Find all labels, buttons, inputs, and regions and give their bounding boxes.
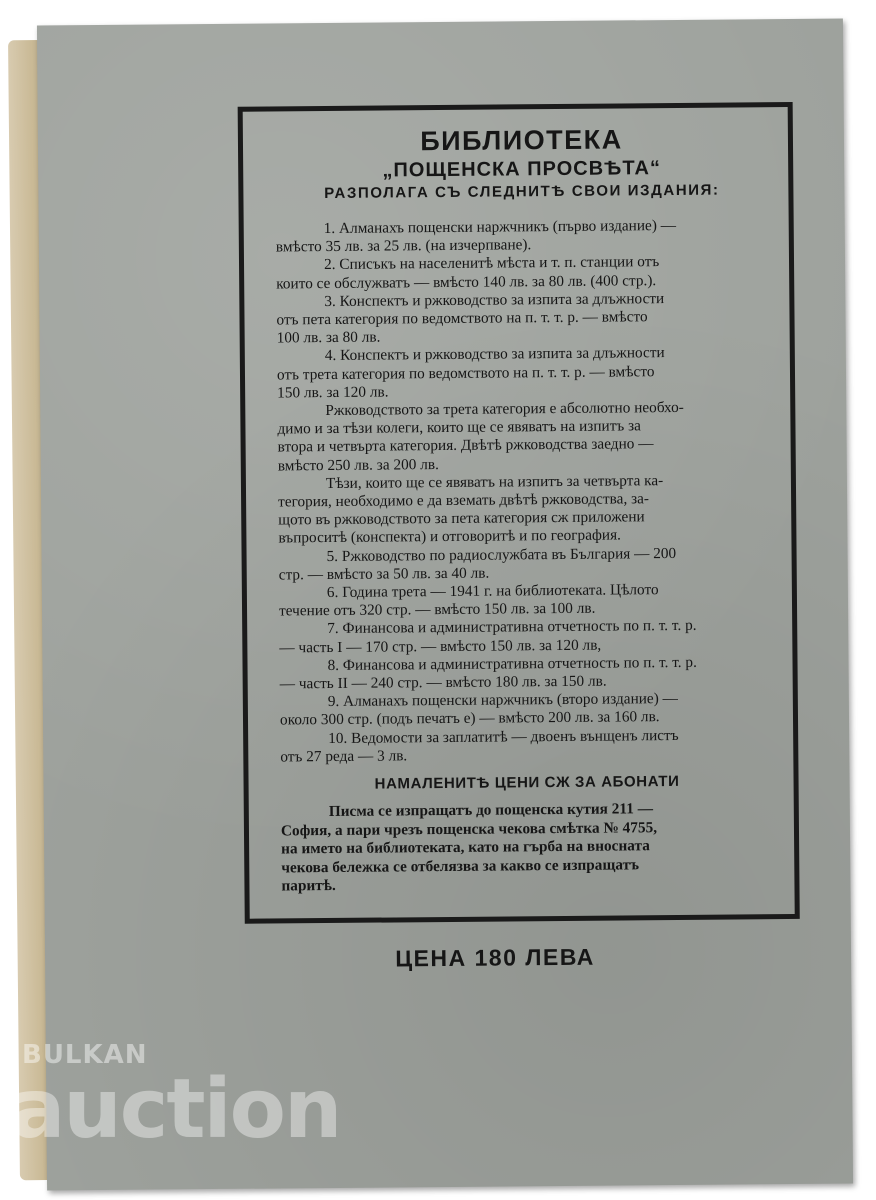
advertisement-frame <box>238 102 800 924</box>
publication-line: тегория, необходимо е да вземать двѣтѣ ржководства, за- <box>278 490 650 511</box>
publication-line: щото въ ржководството за пета категория сж приложени <box>278 508 645 529</box>
contact-info <box>281 799 775 896</box>
publication-line: 100 лв. за 80 лв. <box>276 328 381 347</box>
publication-line: стр. — вмѣсто за 50 лв. за 40 лв. <box>278 564 490 584</box>
publication-line: Тѣзи, които ще се явяватъ на изпитъ за четвърта ка- <box>325 471 664 492</box>
publication-line: отъ пета категория по ведомството на п. т. т. р. — вмѣсто <box>276 308 648 329</box>
publication-line: — часть I — 170 стр. — вмѣсто 150 лв. за 120 лв, <box>279 636 602 657</box>
publication-line: 150 лв. за 120 лв. <box>277 383 389 402</box>
watermark-small-text: BULKAN <box>22 1040 148 1070</box>
library-subtitle: РАЗПОЛАГА СЪ СЛЕДНИТѢ СВОИ ИЗДАНИЯ: <box>324 181 720 203</box>
publication-line: отъ трета категория по ведомството на п. т. т. р. — вмѣсто <box>276 362 655 384</box>
contact-line: София, а пари чрезъ пощенска чекова смѣтка № 4755, <box>280 818 658 840</box>
publication-line: — часть II — 240 стр. — вмѣсто 180 лв. за 150 лв. <box>279 672 607 693</box>
watermark-big-text: auction <box>10 1062 341 1157</box>
reduced-prices-note: НАМАЛЕНИТѢ ЦЕНИ СЖ ЗА АБОНАТИ <box>374 773 680 793</box>
publication-line: течение отъ 320 стр. — вмѣсто 150 лв. за 100 лв. <box>278 599 596 620</box>
publication-line: вмѣсто 250 лв. за 200 лв. <box>277 455 439 475</box>
publication-line: 8. Финансова и административна отчетность по п. т. т. р. <box>327 653 697 674</box>
publication-line: 5. Ржководство по радиослужбата въ България — 200 <box>326 544 677 565</box>
contact-line: Писма се изпращатъ до пощенска кутия 211 — <box>328 800 654 821</box>
contact-line: паритѣ. <box>281 877 336 895</box>
publication-line: въпроситѣ (конспекта) и отговоритѣ и по география. <box>278 526 621 547</box>
publication-line: 9. Алманахъ пощенски наржчникъ (второ издание) — <box>327 690 678 711</box>
publication-line: 3. Конспектъ и ржководство за изпита за длъжности <box>324 289 665 310</box>
publication-line: вмѣсто 35 лв. за 25 лв. (на изчерпване). <box>275 236 532 256</box>
library-name: „ПОЩЕНСКА ПРОСВѢТА“ <box>382 157 662 182</box>
library-title: БИБЛИОТЕКА <box>420 124 623 157</box>
publication-line: 1. Алманахъ пощенски наржчникъ (първо издание) — <box>323 216 677 238</box>
publication-line: 4. Конспектъ и ржководство за изпита за длъжности <box>324 344 665 365</box>
publication-line: димо и за тѣзи колеги, които ще се явяватъ на изпитъ за <box>277 417 642 438</box>
contact-line: чекова бележка се отбелязва за какво се изпращатъ <box>281 855 640 877</box>
publication-line: 6. Година трета — 1941 г. на библиотеката. Цѣлото <box>326 581 659 602</box>
publications-list <box>276 216 774 766</box>
publication-line: отъ 27 реда — 3 лв. <box>280 747 408 766</box>
publication-line: 7. Финансова и административна отчетность по п. т. т. р. <box>327 617 697 638</box>
publication-line: втора и четвърта категория. Двѣтѣ ржководства заедно — <box>277 435 654 456</box>
publication-line: 2. Списъкъ на населенитѣ мѣста и т. п. станции отъ <box>323 253 660 274</box>
book-back-cover <box>37 19 853 1191</box>
contact-line: на името на библиотеката, като на гърба на вносната <box>281 837 650 858</box>
publication-line: които се обслужватъ — вмѣсто 140 лв. за 80 лв. (400 стр.). <box>276 271 657 293</box>
book-price: ЦЕНА 180 ЛЕВА <box>395 943 595 972</box>
publication-line: 10. Ведомости за заплатитѣ — двоенъ вънщенъ листъ <box>328 726 679 747</box>
publication-line: Ржководството за трета категория е абсолютно необхо- <box>325 398 684 420</box>
publication-line: около 300 стр. (подъ печатъ е) — вмѣсто 200 лв. за 160 лв. <box>279 708 660 729</box>
